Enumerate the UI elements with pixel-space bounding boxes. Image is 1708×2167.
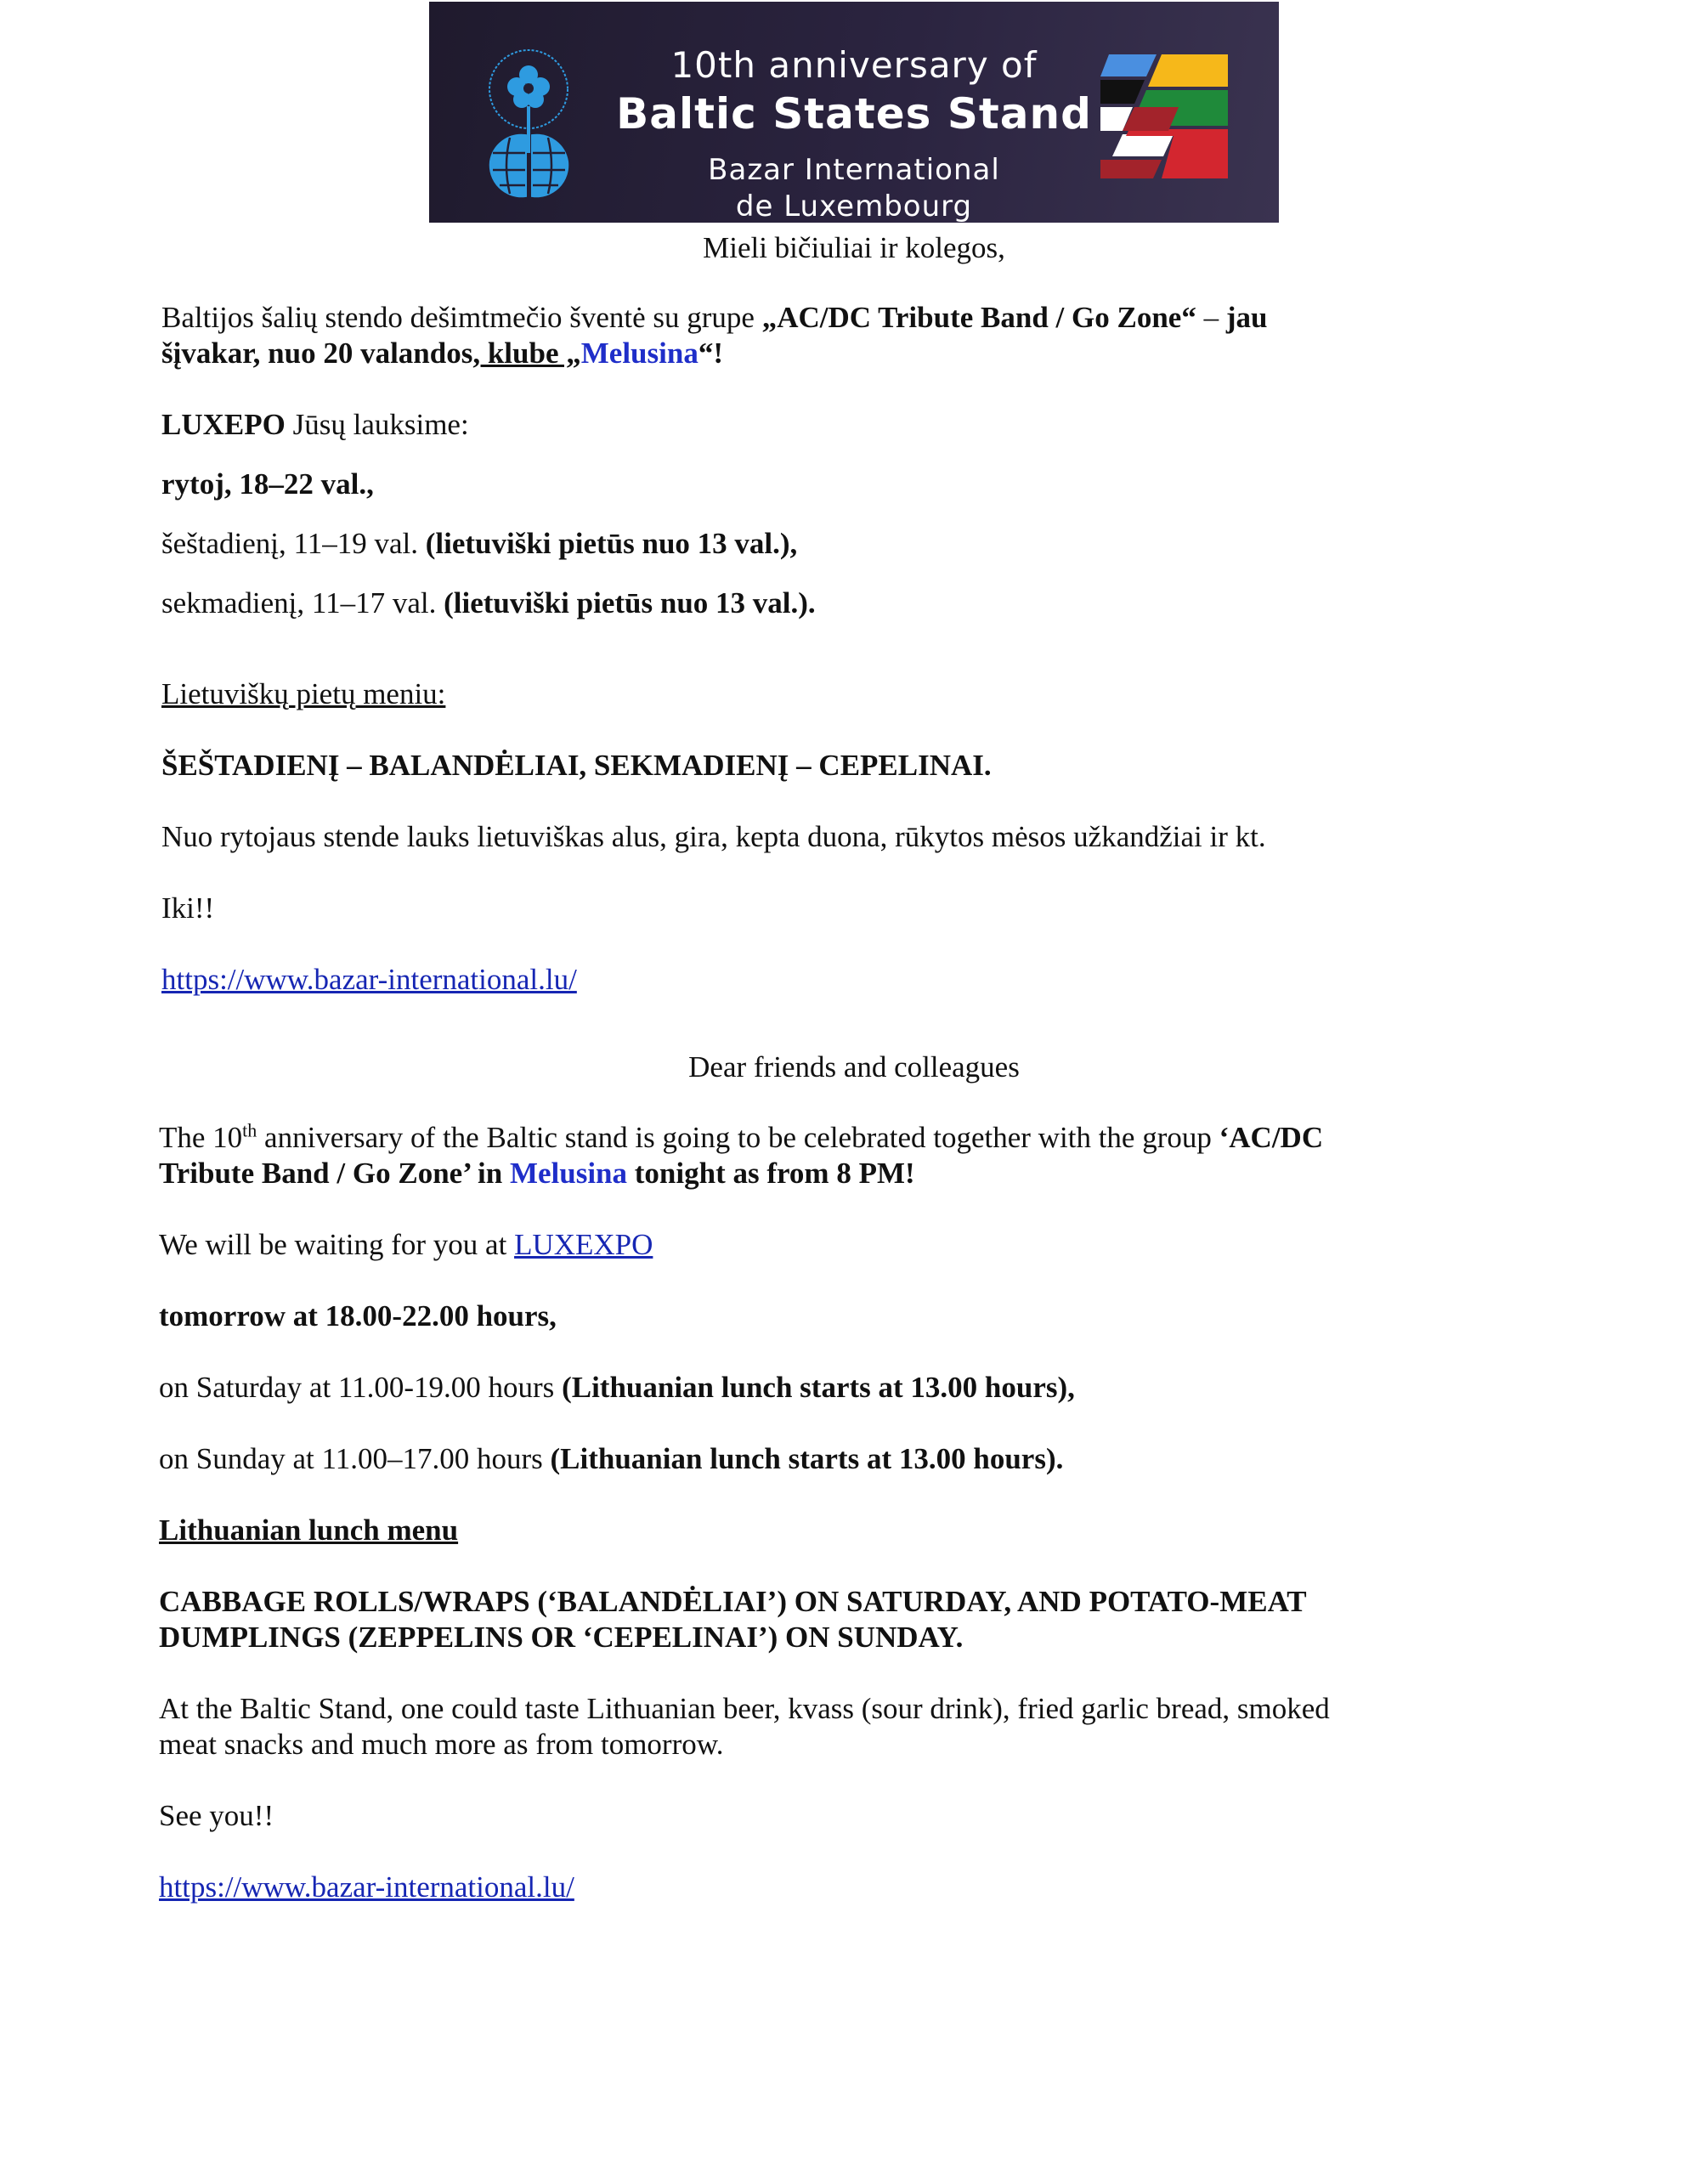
en-stand-offer-line-1: At the Baltic Stand, one could taste Lithuanian beer, kvass (sour drink), fried garlic bread, smoked bbox=[159, 1692, 1330, 1725]
lt-intro-text: Baltijos šalių stendo dešimtmečio šventė su grupe bbox=[161, 301, 762, 334]
banner-line-3: Bazar International bbox=[708, 153, 1000, 187]
lt-band-name: „AC/DC Tribute Band / Go Zone“ bbox=[761, 301, 1196, 334]
en-menu-title: Lithuanian lunch menu bbox=[159, 1514, 459, 1547]
en-band-name-end: Tribute Band / Go Zone’ in bbox=[159, 1157, 510, 1190]
lt-sunday-lunch: (lietuviški pietūs nuo 13 val.). bbox=[444, 586, 816, 620]
en-tonight: tonight as from 8 PM! bbox=[627, 1157, 915, 1190]
lt-menu-title: Lietuviškų pietų meniu: bbox=[161, 677, 446, 710]
en-website-link[interactable]: https://www.bazar-international.lu/ bbox=[159, 1870, 574, 1904]
header-banner bbox=[429, 2, 1279, 223]
en-sunday-time: on Sunday at 11.00–17.00 hours bbox=[159, 1442, 551, 1475]
en-intro-the: The 10 bbox=[159, 1121, 243, 1154]
lt-saturday-time: šeštadienį, 11–19 val. bbox=[161, 527, 426, 560]
lt-intro-end: “! bbox=[698, 337, 723, 370]
lt-saturday-lunch: (lietuviški pietūs nuo 13 val.), bbox=[425, 527, 798, 560]
lt-intro-line-1 bbox=[161, 300, 1267, 336]
lt-intro-time: šįvakar, nuo 20 valandos bbox=[161, 337, 473, 370]
lt-website-link[interactable]: https://www.bazar-international.lu/ bbox=[161, 963, 577, 996]
lt-intro-jau: jau bbox=[1225, 301, 1268, 334]
lt-club-label: , klube „ bbox=[472, 337, 581, 370]
en-menu-line-2: DUMPLINGS (ZEPPELINS OR ‘CEPELINAI’) ON SUNDAY. bbox=[159, 1621, 964, 1654]
lt-stand-offer: Nuo rytojaus stende lauks lietuviškas alus, gira, kepta duona, rūkytos mėsos užkandžiai ir kt. bbox=[161, 820, 1266, 853]
banner-line-2: Baltic States Stand bbox=[616, 89, 1092, 139]
en-waiting-line bbox=[159, 1227, 653, 1263]
lt-intro-line-2 bbox=[161, 336, 723, 371]
baltic-flags-icon bbox=[1100, 51, 1228, 178]
banner-line-4: de Luxembourg bbox=[735, 190, 973, 223]
en-saturday-time: on Saturday at 11.00-19.00 hours bbox=[159, 1371, 563, 1404]
en-saturday bbox=[159, 1370, 1075, 1406]
lt-bye: Iki!! bbox=[161, 891, 215, 925]
banner-title bbox=[616, 42, 1092, 223]
lt-greeting: Mieli bičiuliai ir kolegos, bbox=[703, 231, 1005, 264]
lt-dash: – bbox=[1196, 301, 1226, 334]
en-intro-line-2 bbox=[159, 1156, 915, 1191]
en-band-name-start: ‘AC/DC bbox=[1219, 1121, 1324, 1154]
lt-luxexpo-line bbox=[161, 407, 469, 443]
lt-waiting: Jūsų lauksime: bbox=[285, 408, 469, 441]
en-luxexpo-link[interactable]: LUXEXPO bbox=[514, 1228, 653, 1261]
en-menu-line-1: CABBAGE ROLLS/WRAPS (‘BALANDĖLIAI’) ON SATURDAY, AND POTATO-MEAT bbox=[159, 1585, 1307, 1618]
en-stand-offer-line-2: meat snacks and much more as from tomorrow. bbox=[159, 1728, 724, 1761]
lt-sunday-time: sekmadienį, 11–17 val. bbox=[161, 586, 444, 620]
bazar-international-logo-icon bbox=[484, 42, 574, 200]
lt-melusina-link[interactable]: Melusina bbox=[580, 337, 698, 370]
lt-sunday bbox=[161, 586, 816, 621]
en-tomorrow: tomorrow at 18.00-22.00 hours, bbox=[159, 1299, 557, 1332]
lt-tomorrow: rytoj, 18–22 val., bbox=[161, 467, 374, 501]
en-intro-text: anniversary of the Baltic stand is going to be celebrated together with the group bbox=[257, 1121, 1219, 1154]
en-sunday-lunch: (Lithuanian lunch starts at 13.00 hours). bbox=[550, 1442, 1064, 1475]
en-bye: See you!! bbox=[159, 1799, 274, 1832]
en-intro-sup: th bbox=[242, 1119, 257, 1141]
en-melusina-link[interactable]: Melusina bbox=[509, 1157, 628, 1190]
en-saturday-lunch: (Lithuanian lunch starts at 13.00 hours), bbox=[562, 1371, 1075, 1404]
lt-luxexpo: LUXEPO bbox=[161, 408, 286, 441]
en-waiting: We will be waiting for you at bbox=[159, 1228, 515, 1261]
en-sunday bbox=[159, 1441, 1063, 1477]
lt-menu: ŠEŠTADIENĮ – BALANDĖLIAI, SEKMADIENĮ – CEPELINAI. bbox=[161, 749, 992, 782]
en-intro-line-1 bbox=[159, 1120, 1323, 1156]
banner-line-1: 10th anniversary of bbox=[670, 44, 1038, 86]
lt-saturday bbox=[161, 526, 797, 562]
en-greeting: Dear friends and colleagues bbox=[688, 1050, 1020, 1084]
